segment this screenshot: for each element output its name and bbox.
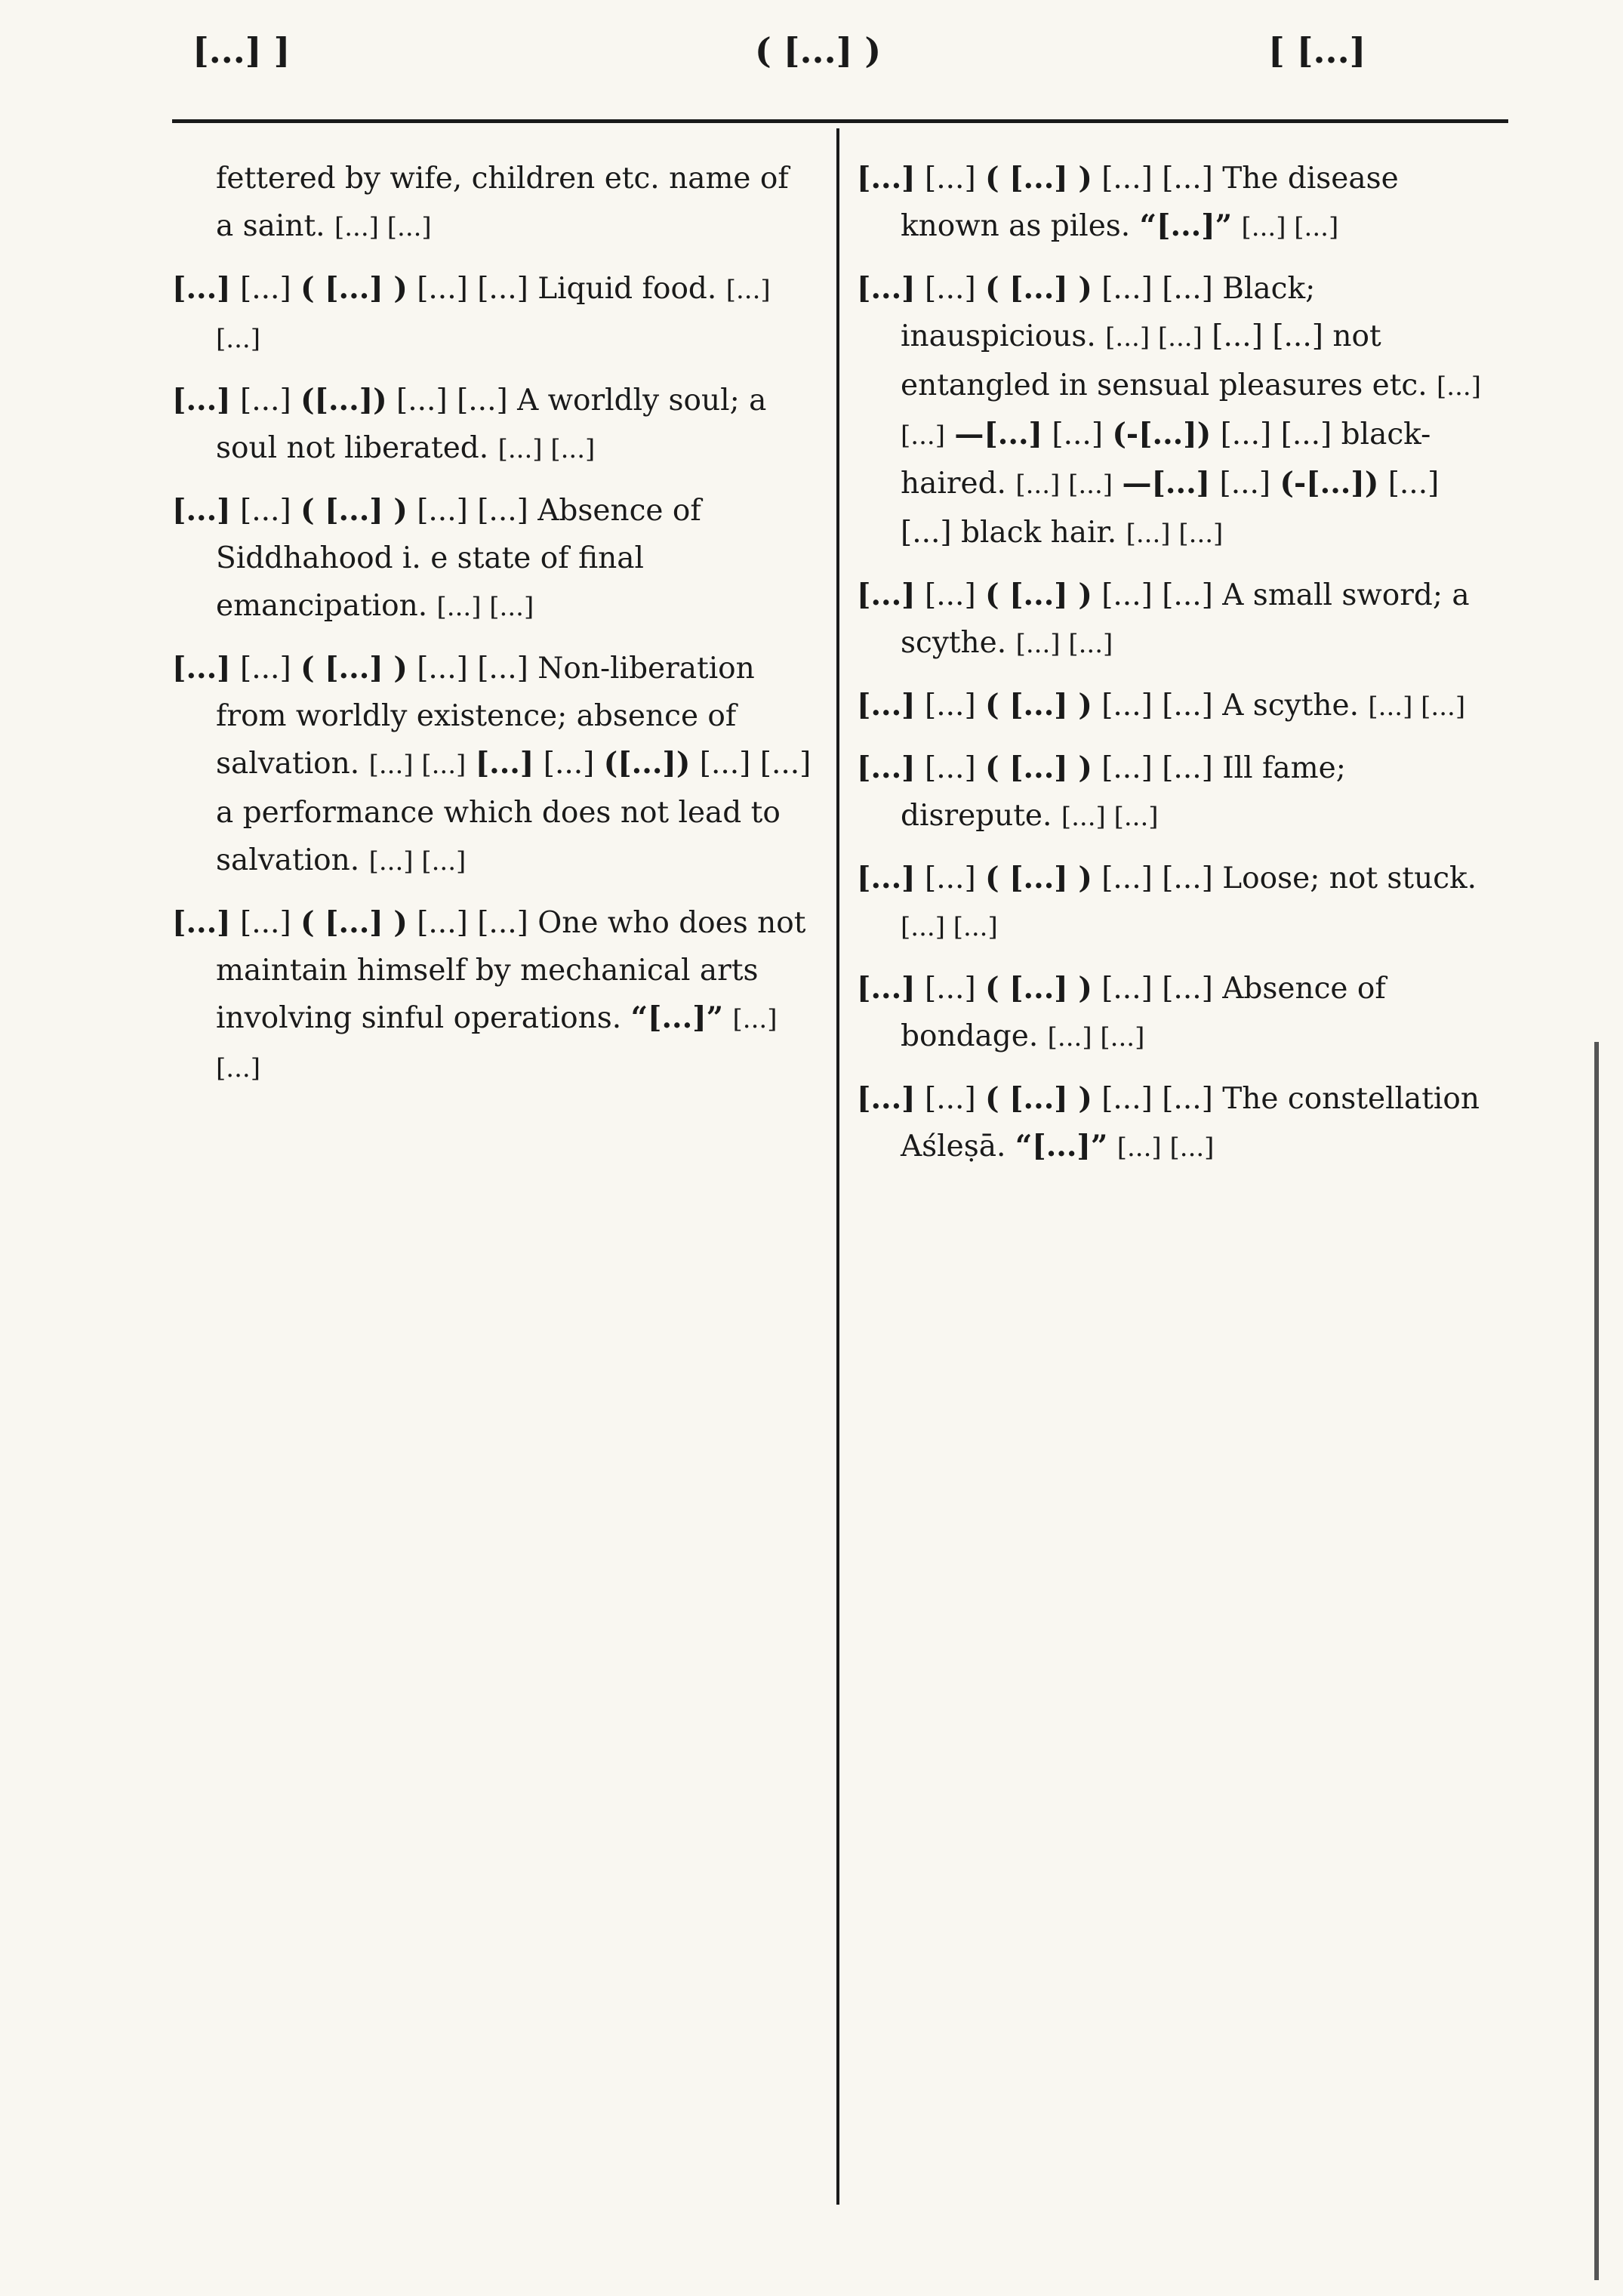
headword: [...]	[857, 861, 916, 895]
dictionary-entry: [...] [...] ( [...] ) [...] [...] A small sword; a scythe. [...] [...]	[857, 578, 1470, 660]
running-head-left: [...] ]	[192, 30, 291, 71]
dictionary-entry: [...] [...] ( [...] ) [...] [...] Non-liberation from worldly existence; absence of salvation. [...] [...] [...] [...] ([...]) [...] [...] a performance which does not lead to salvation. [...] [...]	[172, 651, 812, 877]
dictionary-entry: [...] [...] ( [...] ) [...] [...] Loose; not stuck. [...] [...]	[857, 861, 1477, 942]
dictionary-entry: [...] [...] ( [...] ) [...] [...] One who does not maintain himself by mechanical arts involving sinful operations. “[...]” [...] [...]	[172, 905, 806, 1083]
dictionary-entry: [...] [...] ( [...] ) [...] [...] The disease known as piles. “[...]” [...] [...]	[857, 161, 1399, 243]
headword: [...]	[172, 493, 231, 528]
dictionary-entry: [...] [...] ( [...] ) [...] [...] Ill fame; disrepute. [...] [...]	[857, 750, 1346, 833]
quotation: “[...]”	[1139, 208, 1233, 243]
headword: [...]	[857, 161, 916, 196]
headword: [...]	[857, 271, 916, 306]
sub-headword: —[...]	[1122, 466, 1211, 501]
dictionary-entry: [...] [...] ( [...] ) [...] [...] Black; inauspicious. [...] [...] [...] [...] not entangled in sensual pleasures etc. [...] [...] —[...] [...] (-[...]) [...] [...] black-haired. [...] [...] —[...] [...] (-[...]) [...] [...] black hair. [...] [...]	[857, 271, 1481, 550]
quotation: “[...]”	[630, 1000, 724, 1035]
running-head-right: [ [...]	[1268, 30, 1366, 71]
right-column	[857, 155, 1495, 1185]
entry-continuation: fettered by wife, children etc. name of a saint. [...] [...]	[216, 162, 789, 243]
column-divider	[836, 128, 839, 2205]
dictionary-entry: [...] [...] ( [...] ) [...] [...] Absence of Siddhahood i. e state of final emancipation. [...] [...]	[172, 493, 701, 623]
dictionary-entry: [...] [...] ( [...] ) [...] [...] Liquid food. [...] [...]	[172, 271, 771, 354]
headword: [...]	[172, 383, 231, 418]
headword: [...]	[172, 651, 231, 686]
header-rule	[172, 119, 1508, 123]
dictionary-entry: [...] [...] ([...]) [...] [...] A worldly soul; a soul not liberated. [...] [...]	[172, 383, 767, 465]
quotation: “[...]”	[1015, 1129, 1108, 1163]
headword: [...]	[857, 688, 916, 723]
headword: [...]	[857, 1081, 916, 1116]
dictionary-entry: [...] [...] ( [...] ) [...] [...] The constellation Aśleṣā. “[...]” [...] [...]	[857, 1081, 1480, 1163]
sub-headword: —[...]	[954, 417, 1042, 451]
sub-headword: [...]	[475, 746, 534, 781]
dictionary-entry: [...] [...] ( [...] ) [...] [...] Absence of bondage. [...] [...]	[857, 971, 1386, 1053]
page-header	[0, 0, 1623, 143]
page-number: ( [...] )	[755, 30, 882, 71]
headword: [...]	[172, 905, 231, 940]
page-edge-shadow	[1594, 1042, 1599, 2280]
headword: [...]	[857, 750, 916, 785]
headword: [...]	[172, 271, 231, 306]
left-column	[172, 155, 814, 1106]
headword: [...]	[857, 578, 916, 612]
dictionary-entry: [...] [...] ( [...] ) [...] [...] A scythe. [...] [...]	[857, 688, 1466, 723]
headword: [...]	[857, 971, 916, 1006]
